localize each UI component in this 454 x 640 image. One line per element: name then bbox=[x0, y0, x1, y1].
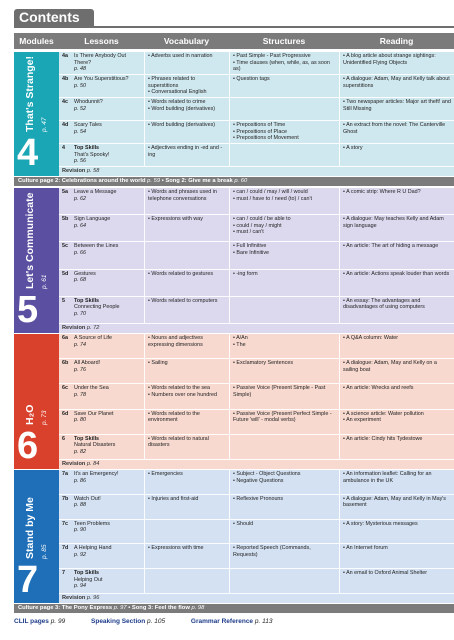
lesson-title: Save Our Planet bbox=[74, 410, 114, 417]
lesson-page: p. 54 bbox=[74, 128, 86, 135]
structures-cell: • Reported Speech (Commands, Requests) bbox=[229, 544, 339, 568]
vocabulary-cell: • Adverbs used in narration bbox=[144, 52, 229, 74]
lesson-cell[interactable] bbox=[59, 569, 144, 593]
lesson-code: 7 bbox=[62, 570, 65, 577]
lesson-info bbox=[74, 53, 141, 73]
lesson-cell[interactable] bbox=[59, 359, 144, 383]
vocabulary-cell: • Word building (derivatives) bbox=[144, 121, 229, 143]
structures-cell: • Question tags bbox=[229, 75, 339, 97]
lesson-code: 6 bbox=[62, 435, 65, 442]
lesson-page: p. 62 bbox=[74, 195, 86, 202]
lesson-title: Gestures bbox=[74, 270, 96, 277]
culture-strip-3: Culture page 3: The Pony Express p. 97 • Song 3: Feel the flow p. 98 bbox=[14, 604, 454, 613]
lesson-code: 6d bbox=[62, 410, 69, 417]
reading-cell: • An article: Wrecks and reefs bbox=[339, 384, 454, 408]
structures-cell: • Full Infinitive • Bare Infinitive bbox=[229, 242, 339, 268]
reading-cell: • A story: Mysterious messages bbox=[339, 520, 454, 544]
table-row bbox=[59, 384, 454, 409]
reading-cell: • An essay: The advantages and disadvantages of using computers bbox=[339, 297, 454, 323]
lesson-info bbox=[74, 243, 141, 267]
unit-page: p. 47 bbox=[41, 117, 48, 132]
table-row bbox=[59, 470, 454, 495]
lesson-cell[interactable] bbox=[59, 75, 144, 97]
song-label: Song 2: Give me a break bbox=[165, 178, 233, 184]
header-vocabulary: Vocabulary bbox=[163, 36, 210, 46]
table-row bbox=[59, 215, 454, 242]
header-lessons: Lessons bbox=[84, 36, 119, 46]
reading-cell: • A story bbox=[339, 144, 454, 166]
reading-cell: • A science article: Water pollution • An experiment bbox=[339, 410, 454, 434]
lesson-code: 5a bbox=[62, 189, 68, 195]
structures-cell bbox=[229, 435, 339, 459]
vocabulary-cell: • Emergencies bbox=[144, 470, 229, 494]
structures-cell: • can / could / be able to • could / may / might • must / can't bbox=[229, 215, 339, 241]
lesson-info bbox=[74, 335, 141, 357]
lesson-page: p. 52 bbox=[74, 105, 86, 112]
lesson-page: p. 56 bbox=[74, 158, 86, 165]
lesson-page: p. 80 bbox=[74, 417, 86, 424]
unit-rows bbox=[59, 188, 454, 333]
lesson-cell[interactable] bbox=[59, 144, 144, 166]
footer-grammar[interactable]: Grammar Reference p. 113 bbox=[190, 618, 273, 625]
lesson-title: Under the Sea bbox=[74, 385, 109, 392]
reading-cell: • A dialogue: Adam, May and Kelly on a sailing boat bbox=[339, 359, 454, 383]
table-row bbox=[59, 144, 454, 167]
lesson-cell[interactable] bbox=[59, 495, 144, 519]
table-row bbox=[59, 98, 454, 121]
lesson-page: p. 70 bbox=[74, 310, 86, 317]
unit-title: Let's Communicate bbox=[24, 192, 36, 289]
unit-label bbox=[14, 470, 59, 603]
unit-page: p. 85 bbox=[41, 544, 48, 559]
structures-cell: • -ing form bbox=[229, 270, 339, 296]
lesson-info bbox=[74, 545, 141, 567]
lesson-page: p. 86 bbox=[74, 477, 86, 484]
lesson-info bbox=[74, 570, 141, 592]
structures-cell bbox=[229, 144, 339, 166]
lesson-code: 7c bbox=[62, 520, 68, 527]
lesson-info bbox=[74, 385, 141, 407]
revision-label: Revision bbox=[62, 460, 86, 467]
lesson-info bbox=[74, 436, 141, 458]
reading-cell: • An article: Cindy hits Tydestowe bbox=[339, 435, 454, 459]
lesson-code: 4 bbox=[62, 145, 65, 151]
reading-cell: • A dialogue: Adam, May and Kelly talk about superstitions bbox=[339, 75, 454, 97]
vocabulary-cell: • Expressions with way bbox=[144, 215, 229, 241]
lesson-cell[interactable] bbox=[59, 544, 144, 568]
structures-cell: • can / could / may / will / would • must / have to / need (to) / can't bbox=[229, 188, 339, 214]
lesson-cell[interactable] bbox=[59, 121, 144, 143]
divider bbox=[14, 26, 454, 28]
vocabulary-cell: • Sailing bbox=[144, 359, 229, 383]
unit-rows bbox=[59, 52, 454, 176]
lesson-cell[interactable] bbox=[59, 270, 144, 296]
table-row bbox=[59, 121, 454, 144]
reading-cell: • A blog article about strange sightings: Unidentified Flying Objects bbox=[339, 52, 454, 74]
vocabulary-cell: • Words related to crime • Word building (derivatives) bbox=[144, 98, 229, 120]
song-page-number: p. 60 bbox=[234, 178, 248, 184]
revision-row[interactable] bbox=[59, 324, 454, 332]
lesson-code: 6b bbox=[62, 360, 69, 367]
table-row bbox=[59, 544, 454, 569]
lesson-title: A Source of Life bbox=[74, 335, 113, 341]
revision-label: Revision bbox=[62, 594, 86, 601]
unit-page: p. 73 bbox=[41, 410, 48, 425]
culture-page-number: p. 97 bbox=[113, 605, 127, 611]
reading-cell: • A dialogue: Adam, May and Kelly in May's basement bbox=[339, 495, 454, 519]
vocabulary-cell: • Words related to natural disasters bbox=[144, 435, 229, 459]
culture-page-label: Culture page 2: Celebrations around the world bbox=[18, 178, 146, 184]
lesson-title: Leave a Message bbox=[74, 189, 117, 195]
lesson-cell[interactable] bbox=[59, 435, 144, 459]
vocabulary-cell: • Words related to the environment bbox=[144, 410, 229, 434]
culture-page-label: Culture page 3: The Pony Express bbox=[18, 605, 113, 611]
table-row bbox=[59, 569, 454, 594]
revision-row[interactable] bbox=[59, 460, 454, 468]
song-page-number: p. 98 bbox=[191, 605, 205, 611]
vocabulary-cell: • Injuries and first-aid bbox=[144, 495, 229, 519]
lesson-code: 5c bbox=[62, 243, 68, 250]
lesson-title: Top Skills bbox=[74, 145, 100, 151]
lesson-page: p. 94 bbox=[74, 583, 86, 590]
structures-cell bbox=[229, 98, 339, 120]
structures-cell: • Passive Voice (Present Perfect Simple - Future 'will' - modal verbs) bbox=[229, 410, 339, 434]
lesson-subtitle: Natural Disasters bbox=[74, 442, 116, 449]
unit-label bbox=[14, 188, 59, 333]
lesson-page: p. 48 bbox=[74, 66, 86, 73]
lesson-code: 7b bbox=[62, 495, 69, 502]
song-label: Song 3: Feel the flow bbox=[131, 605, 190, 611]
footer-clil[interactable]: CLIL pages p. 99 bbox=[14, 618, 66, 625]
table-row bbox=[59, 52, 454, 75]
lesson-code: 7d bbox=[62, 545, 69, 552]
reading-cell: • An article: Actions speak louder than words bbox=[339, 270, 454, 296]
lesson-info bbox=[74, 298, 141, 322]
unit-number: 7 bbox=[17, 559, 39, 601]
lesson-info bbox=[74, 521, 141, 543]
lesson-page: p. 68 bbox=[74, 277, 86, 284]
header-modules: Modules bbox=[19, 36, 54, 46]
culture-strip-2: Culture page 2: Celebrations around the world p. 59 • Song 2: Give me a break p. 60 bbox=[14, 177, 454, 186]
lesson-cell[interactable] bbox=[59, 215, 144, 241]
unit-band-5 bbox=[14, 188, 454, 333]
vocabulary-cell: • Nouns and adjectives expressing dimensions bbox=[144, 334, 229, 358]
vocabulary-cell: • Phrases related to superstitions • Conversational English bbox=[144, 75, 229, 97]
unit-label bbox=[14, 52, 59, 176]
vocabulary-cell: • Words related to computers bbox=[144, 297, 229, 323]
unit-number: 5 bbox=[17, 289, 39, 331]
lesson-title: Scary Tales bbox=[74, 122, 102, 128]
table-row bbox=[59, 334, 454, 359]
lesson-info bbox=[74, 411, 141, 433]
structures-cell: • Past Simple - Past Progressive • Time clauses (when, while, as, as soon as) bbox=[229, 52, 339, 74]
lesson-title: Between the Lines bbox=[74, 243, 119, 250]
vocabulary-cell bbox=[144, 569, 229, 593]
unit-title: That's Strange! bbox=[24, 55, 36, 132]
unit-title: Stand by Me bbox=[24, 497, 36, 559]
table-row bbox=[59, 242, 454, 269]
lesson-cell[interactable] bbox=[59, 384, 144, 408]
unit-band-4 bbox=[14, 52, 454, 176]
lesson-code: 6a bbox=[62, 335, 68, 341]
lesson-info bbox=[74, 189, 141, 213]
reading-cell: • An article: The art of hiding a message bbox=[339, 242, 454, 268]
lesson-info bbox=[74, 145, 141, 165]
table-row bbox=[59, 520, 454, 545]
lesson-code: 5 bbox=[62, 297, 65, 304]
reading-cell: • A comic strip: Where R U Dad? bbox=[339, 188, 454, 214]
lesson-subtitle: That's Spooky! bbox=[74, 151, 110, 158]
table-row bbox=[59, 297, 454, 324]
lesson-title: A Helping Hand bbox=[74, 545, 112, 552]
revision-label: Revision bbox=[62, 324, 86, 331]
lesson-title: Top Skills bbox=[74, 570, 100, 577]
vocabulary-cell: • Words related to gestures bbox=[144, 270, 229, 296]
structures-cell: • Should bbox=[229, 520, 339, 544]
header-structures: Structures bbox=[262, 36, 306, 46]
lesson-cell[interactable] bbox=[59, 242, 144, 268]
table-row bbox=[59, 435, 454, 460]
lesson-page: p. 50 bbox=[74, 82, 86, 89]
revision-label: Revision bbox=[62, 168, 86, 174]
revision-page: p. 96 bbox=[86, 594, 100, 601]
lesson-subtitle: Connecting People bbox=[74, 304, 120, 311]
structures-cell: • Prepositions of Time • Prepositions of Place • Prepositions of Movement bbox=[229, 121, 339, 143]
reading-cell: • An Internet forum bbox=[339, 544, 454, 568]
lesson-info bbox=[74, 360, 141, 382]
lesson-title: Whodunnit? bbox=[74, 99, 103, 105]
lesson-info bbox=[74, 216, 141, 240]
lesson-page: p. 66 bbox=[74, 249, 86, 256]
lesson-info bbox=[74, 496, 141, 518]
lesson-title: Are You Superstitious? bbox=[74, 76, 129, 82]
reading-cell: • An information leaflet: Calling for an ambulance in the UK bbox=[339, 470, 454, 494]
lesson-title: Top Skills bbox=[74, 297, 100, 304]
table-row bbox=[59, 75, 454, 98]
unit-label bbox=[14, 334, 59, 469]
vocabulary-cell: • Words and phrases used in telephone conversations bbox=[144, 188, 229, 214]
lesson-code: 7a bbox=[62, 471, 68, 477]
vocabulary-cell: • Words related to the sea • Numbers over one hundred bbox=[144, 384, 229, 408]
reading-cell: • An extract from the novel: The Canterville Ghost bbox=[339, 121, 454, 143]
reading-cell: • Two newspaper articles: Major art theft! and Still Missing bbox=[339, 98, 454, 120]
table-row bbox=[59, 359, 454, 384]
structures-cell bbox=[229, 297, 339, 323]
table-row bbox=[59, 188, 454, 215]
unit-number: 6 bbox=[17, 425, 39, 467]
lesson-page: p. 64 bbox=[74, 222, 86, 229]
reading-cell: • An email to Oxford Animal Shelter bbox=[339, 569, 454, 593]
vocabulary-cell: • Expressions with time bbox=[144, 544, 229, 568]
unit-page: p. 61 bbox=[41, 274, 48, 289]
structures-cell: • Exclamatory Sentences bbox=[229, 359, 339, 383]
lesson-code: 5b bbox=[62, 216, 69, 223]
culture-page-number: p. 59 bbox=[147, 178, 161, 184]
lesson-title: Top Skills bbox=[74, 435, 100, 442]
lesson-info bbox=[74, 271, 141, 295]
structures-cell: • Subject - Object Questions • Negative Questions bbox=[229, 470, 339, 494]
revision-page: p. 58 bbox=[86, 168, 100, 174]
lesson-page: p. 90 bbox=[74, 527, 86, 534]
lesson-title: Is There Anybody Out There? bbox=[74, 53, 127, 66]
revision-row[interactable] bbox=[59, 594, 454, 602]
reading-cell: • A dialogue: May teaches Kelly and Adam sign language bbox=[339, 215, 454, 241]
lesson-code: 4a bbox=[62, 53, 68, 59]
revision-page: p. 72 bbox=[86, 324, 100, 331]
table-row bbox=[59, 495, 454, 520]
lesson-cell[interactable] bbox=[59, 98, 144, 120]
lesson-page: p. 92 bbox=[74, 551, 86, 558]
lesson-cell[interactable] bbox=[59, 334, 144, 358]
structures-cell: • Reflexive Pronouns bbox=[229, 495, 339, 519]
lesson-cell[interactable] bbox=[59, 470, 144, 494]
lesson-code: 4c bbox=[62, 99, 68, 105]
footer-speaking[interactable]: Speaking Section p. 105 bbox=[91, 618, 166, 625]
lesson-title: Watch Out! bbox=[74, 495, 101, 502]
footer-links bbox=[14, 618, 454, 625]
lesson-info bbox=[74, 471, 141, 493]
page-title: Contents bbox=[14, 9, 94, 26]
lesson-cell[interactable] bbox=[59, 52, 144, 74]
table-row bbox=[59, 270, 454, 297]
unit-number: 4 bbox=[17, 132, 39, 174]
lesson-cell[interactable] bbox=[59, 410, 144, 434]
lesson-info bbox=[74, 122, 141, 142]
structures-cell: • A/An • The bbox=[229, 334, 339, 358]
vocabulary-cell bbox=[144, 242, 229, 268]
lesson-info bbox=[74, 99, 141, 119]
lesson-page: p. 74 bbox=[74, 341, 86, 348]
lesson-subtitle: Helping Out bbox=[74, 576, 103, 583]
lesson-title: Teen Problems bbox=[74, 520, 110, 527]
lesson-code: 4d bbox=[62, 122, 69, 128]
reading-cell: • A Q&A column: Water bbox=[339, 334, 454, 358]
unit-band-7 bbox=[14, 470, 454, 603]
vocabulary-cell: • Adjectives ending in -ed and -ing bbox=[144, 144, 229, 166]
unit-rows bbox=[59, 470, 454, 603]
table-row bbox=[59, 410, 454, 435]
table-header bbox=[14, 33, 454, 49]
lesson-info bbox=[74, 76, 141, 96]
vocabulary-cell bbox=[144, 520, 229, 544]
lesson-title: Sign Language bbox=[74, 216, 111, 223]
lesson-code: 4b bbox=[62, 76, 69, 82]
lesson-cell[interactable] bbox=[59, 297, 144, 323]
lesson-page: p. 76 bbox=[74, 366, 86, 373]
unit-rows bbox=[59, 334, 454, 469]
lesson-page: p. 78 bbox=[74, 391, 86, 398]
lesson-page: p. 88 bbox=[74, 502, 86, 509]
header-reading: Reading bbox=[379, 36, 414, 46]
structures-cell bbox=[229, 569, 339, 593]
revision-row[interactable] bbox=[59, 167, 454, 175]
lesson-page: p. 82 bbox=[74, 448, 86, 455]
structures-cell: • Passive Voice (Present Simple - Past Simple) bbox=[229, 384, 339, 408]
lesson-title: All Aboard! bbox=[74, 360, 101, 367]
lesson-code: 5d bbox=[62, 270, 69, 277]
revision-page: p. 84 bbox=[86, 460, 100, 467]
lesson-cell[interactable] bbox=[59, 188, 144, 214]
lesson-code: 6c bbox=[62, 385, 68, 392]
lesson-cell[interactable] bbox=[59, 520, 144, 544]
lesson-title: It's an Emergency! bbox=[74, 471, 119, 477]
unit-title: H₂O bbox=[24, 404, 36, 425]
unit-band-6 bbox=[14, 334, 454, 469]
